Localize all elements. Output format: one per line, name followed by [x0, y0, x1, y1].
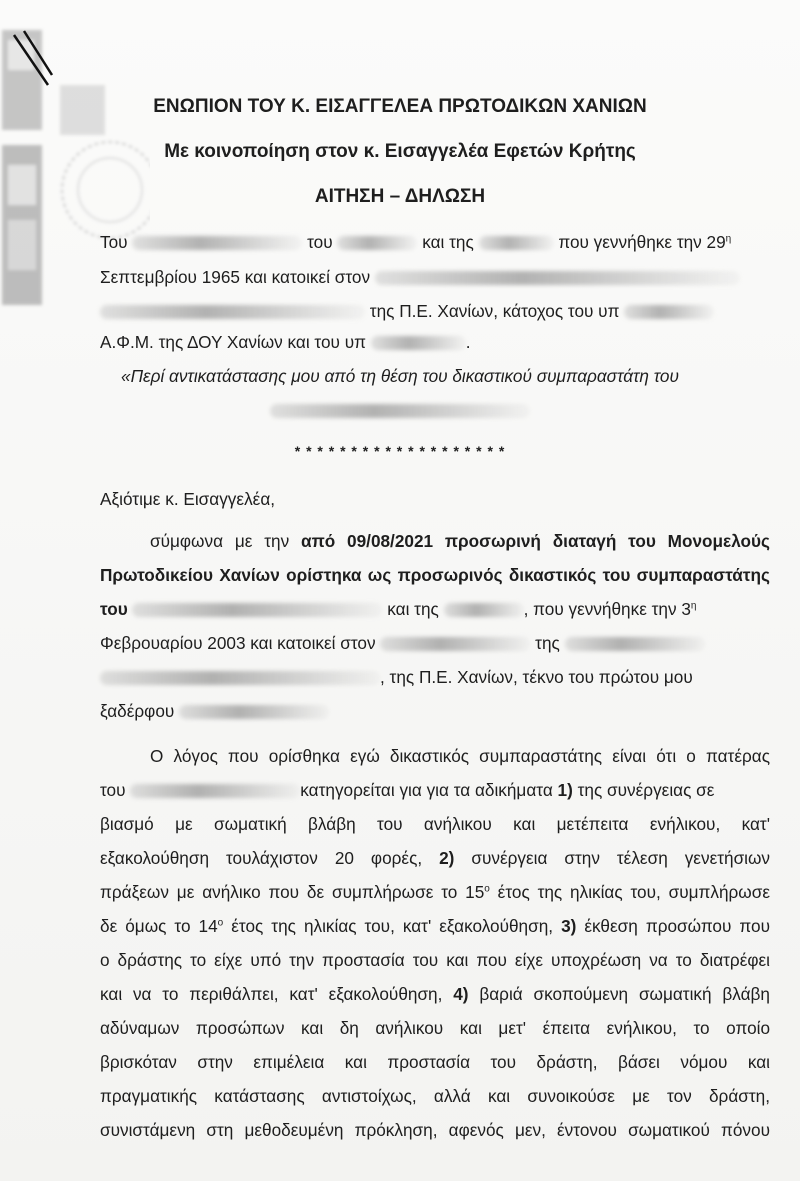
p1-line-5: , της Π.Ε. Χανίων, τέκνο του πρώτου μου — [100, 666, 770, 688]
redaction — [444, 603, 524, 617]
redaction — [130, 784, 300, 798]
p1-line-3: του και της , που γεννήθηκε την $3^\eta$ — [100, 599, 697, 619]
redaction — [565, 637, 705, 651]
redaction — [100, 671, 380, 685]
p1-line-2: Πρωτοδικείου Χανίων ορίστηκα ως προσωρινός δικαστικός του συμπαραστάτης — [100, 565, 770, 585]
redaction — [624, 305, 714, 319]
p2-line-4: εξακολούθηση τουλάχιστον 20 φορές, 2) συνέργεια στην τέλεση γενετήσιων — [100, 848, 771, 868]
redaction — [371, 336, 466, 350]
salutation: Αξιότιμε κ. Εισαγγελέα, — [100, 489, 276, 509]
p2-line-10: βρισκόταν στην επιμέλεια και προστασία του δράστη, βάσει νόμου και — [100, 1052, 770, 1072]
redaction — [337, 236, 417, 250]
notification-line: Με κοινοποίηση στον κ. Εισαγγελέα Εφετών Κρήτης — [164, 141, 636, 162]
p2-line-8: και να το περιθάλπει, κατ' εξακολούθηση, 4) βαριά σκοπούμενη σωματική βλάβη — [100, 984, 770, 1004]
subject-line: «Περί αντικατάστασης μου από τη θέση του δικαστικού συμπαραστάτη του — [121, 366, 679, 386]
intro-line-1: Του του και της που γεννήθηκε την $29^\eta$ — [100, 232, 732, 252]
p2-line-6: δε όμως το $14^o$ έτος της ηλικίας του, κατ' εξακολούθηση, 3) έκθεση προσώπου που — [100, 916, 770, 936]
redaction — [132, 236, 302, 250]
p1-line-4: Φεβρουαρίου 2003 και κατοικεί στον της — [100, 632, 770, 654]
redaction — [100, 305, 365, 319]
subject-line-redacted — [0, 400, 800, 421]
p2-line-1: Ο λόγος που ορίσθηκα εγώ δικαστικός συμπαραστάτης είναι ότι ο πατέρας — [150, 746, 770, 766]
p1-line-1: σύμφωνα με την από 09/08/2021 προσωρινή διαταγή του Μονομελούς — [150, 531, 770, 551]
p2-line-5: πράξεων με ανήλικο που δε συμπλήρωσε το $15^o$ έτος της ηλικίας του, συμπλήρωσε — [100, 882, 770, 902]
redaction — [132, 603, 382, 617]
intro-line-4: Α.Φ.Μ. της ΔΟΥ Χανίων και του υπ . — [100, 332, 471, 352]
redaction — [179, 705, 329, 719]
redaction — [380, 637, 530, 651]
document-title: ΑΙΤΗΣΗ – ΔΗΛΩΣΗ — [314, 186, 486, 207]
p2-line-7: ο δράστης το είχε υπό την προστασία του και που είχε υποχρέωση να το διατρέφει — [100, 950, 770, 970]
redaction — [479, 236, 554, 250]
addressee-line: ΕΝΩΠΙΟΝ ΤΟΥ Κ. ΕΙΣΑΓΓΕΛΕΑ ΠΡΩΤΟΔΙΚΩΝ ΧΑΝΙΩΝ — [153, 96, 647, 117]
intro-line-3: της Π.Ε. Χανίων, κάτοχος του υπ — [100, 300, 770, 322]
redaction — [375, 271, 740, 285]
redaction — [270, 404, 530, 418]
p2-line-9: αδύναμων προσώπων και δη ανήλικου και μετ' έπειτα ενήλικου, το οποίο — [100, 1018, 770, 1038]
intro-line-2: Σεπτεμβρίου 1965 και κατοικεί στον — [100, 266, 770, 288]
p2-line-11: πραγματικής κατάστασης αντιστοίχως, αλλά και συνοικούσε με τον δράστη, — [100, 1086, 770, 1106]
p2-line-2: του κατηγορείται για για τα αδικήματα 1) της συνέργειας σε — [100, 780, 715, 800]
p2-line-3: βιασμό με σωματική βλάβη του ανήλικου και μετέπειτα ενήλικου, κατ' — [100, 814, 770, 834]
p1-line-6: ξαδέρφου — [100, 700, 770, 722]
separator: * * * * * * * * * * * * * * * * * * * — [294, 443, 506, 459]
p2-line-12: συνιστάμενη στη μεθοδευμένη πρόκληση, αφενός μεν, έντονου σωματικού πόνου — [100, 1120, 770, 1140]
